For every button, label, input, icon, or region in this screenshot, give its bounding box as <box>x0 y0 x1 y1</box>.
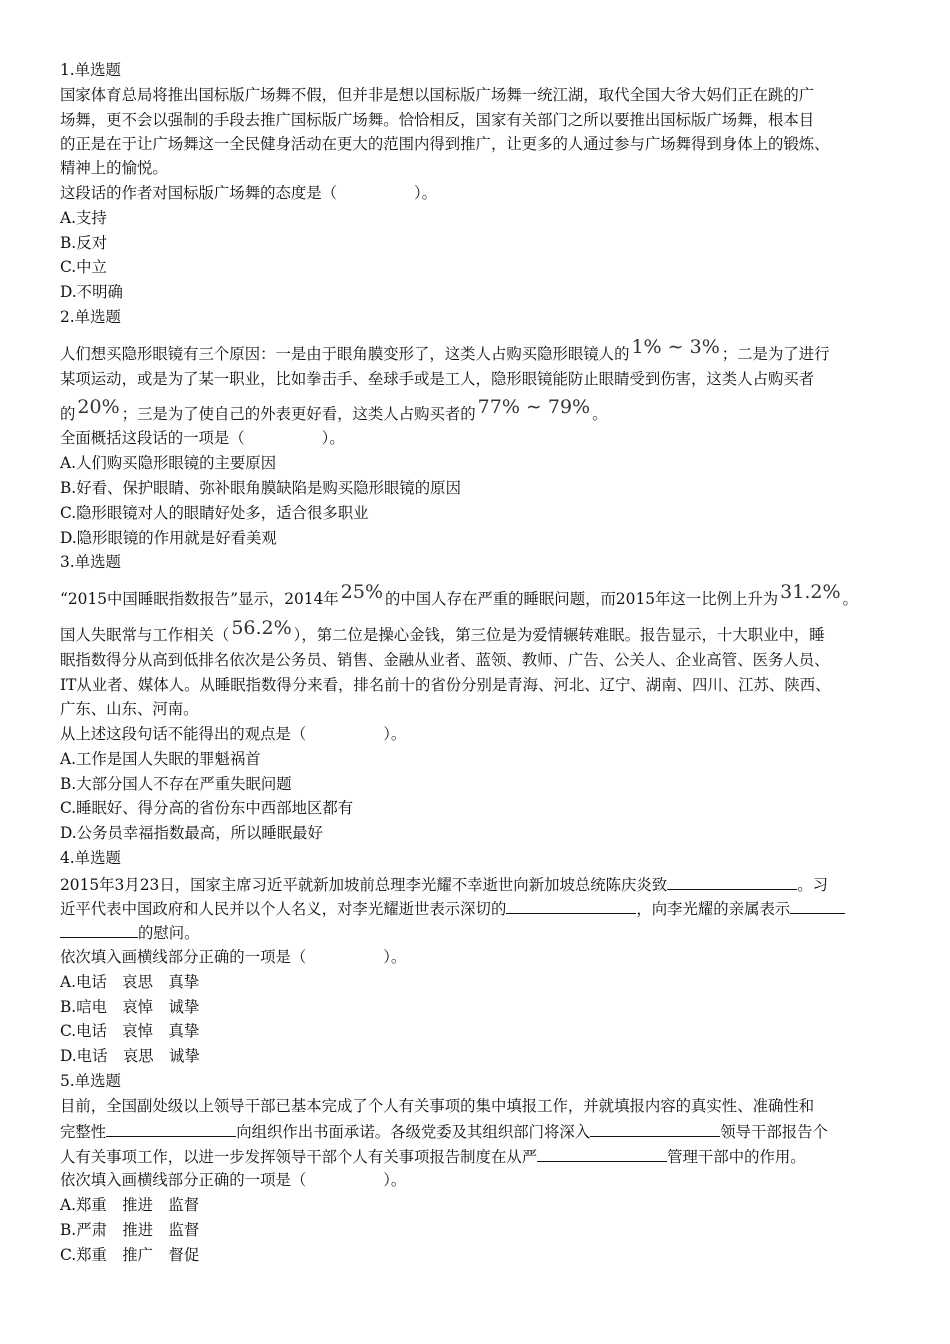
q4-text: 的慰问。 <box>138 924 200 942</box>
q2-option-a[interactable]: A.人们购买隐形眼镜的主要原因 <box>60 454 277 472</box>
q1-option-b[interactable]: B.反对 <box>60 234 107 252</box>
q3-math-3: 56.2% <box>231 617 292 639</box>
q2-header: 2.单选题 <box>60 308 121 326</box>
q3-prompt: 从上述这段句话不能得出的观点是（ ）。 <box>60 725 407 743</box>
q3-header: 3.单选题 <box>60 553 121 571</box>
q4-passage-line <box>60 922 200 943</box>
q4-passage-line <box>60 874 828 895</box>
q1-option-d[interactable]: D.不明确 <box>60 283 123 301</box>
q1-option-c[interactable]: C.中立 <box>60 258 107 276</box>
q1-passage-line: 场舞，更不会以强制的手段去推广国标版广场舞。恰恰相反，国家有关部门之所以要推出国标版广场舞，根本目 <box>60 111 815 129</box>
q4-option-b[interactable]: B.唁电 哀悼 诚挚 <box>60 998 200 1016</box>
q4-option-a[interactable]: A.电话 哀思 真挚 <box>60 973 200 991</box>
q2-text: 的 <box>60 405 76 423</box>
q1-passage-line: 的正是在于让广场舞这一全民健身活动在更大的范围内得到推广，让更多的人通过参与广场舞得到身体上的锻炼、 <box>60 135 830 153</box>
q3-passage-line <box>60 617 825 645</box>
q1-prompt: 这段话的作者对国标版广场舞的态度是（ ）。 <box>60 184 438 202</box>
q4-text: 。习 <box>797 876 829 894</box>
q3-option-d[interactable]: D.公务员幸福指数最高，所以睡眠最好 <box>60 824 323 842</box>
q4-text: 近平代表中国政府和人民并以个人名义，对李光耀逝世表示深切的 <box>60 900 507 918</box>
q1-option-a[interactable]: A.支持 <box>60 209 107 227</box>
q3-text: 国人失眠常与工作相关（ <box>60 626 230 644</box>
q4-option-d[interactable]: D.电话 哀思 诚挚 <box>60 1047 200 1065</box>
q3-passage-line <box>60 581 858 609</box>
q2-text: 人们想买隐形眼镜有三个原因：一是由于眼角膜变形了，这类人占购买隐形眼镜人的 <box>60 345 630 363</box>
q3-text: “2015中国睡眠指数报告”显示，2014年 <box>60 590 339 608</box>
q1-passage-line: 精神上的愉悦。 <box>60 159 168 177</box>
q2-math-2: 20% <box>77 396 120 418</box>
q2-text: ；三是为了使自己的外表更好看，这类人占购买者的 <box>121 405 476 423</box>
q5-text: 向组织作出书面承诺。各级党委及其组织部门将深入 <box>236 1123 591 1141</box>
q5-header: 5.单选题 <box>60 1072 121 1090</box>
q3-option-c[interactable]: C.睡眠好、得分高的省份东中西部地区都有 <box>60 799 354 817</box>
q4-text: ，向李光耀的亲属表示 <box>636 900 791 918</box>
q5-text: 管理干部中的作用。 <box>667 1148 806 1166</box>
q3-passage-line: IT从业者、媒体人。从睡眠指数得分来看，排名前十的省份分别是青海、河北、辽宁、湖南、四川、江苏、陕西、 <box>60 676 831 694</box>
q5-text: 人有关事项工作，以进一步发挥领导干部个人有关事项报告制度在从严 <box>60 1148 538 1166</box>
q2-text: 。 <box>592 405 608 423</box>
fill-blank-3-cont[interactable] <box>60 922 138 938</box>
q4-text: 2015年3月23日，国家主席习近平就新加坡前总理李光耀不幸逝世向新加坡总统陈庆炎致 <box>60 876 668 894</box>
fill-blank-1[interactable] <box>667 874 797 890</box>
q1-passage-line: 国家体育总局将推出国标版广场舞不假，但并非是想以国标版广场舞一统江湖，取代全国大爷大妈们正在跳的广 <box>60 86 815 104</box>
q2-passage-line <box>60 336 830 364</box>
q2-option-d[interactable]: D.隐形眼镜的作用就是好看美观 <box>60 529 277 547</box>
q3-option-a[interactable]: A.工作是国人失眠的罪魁祸首 <box>60 750 261 768</box>
q1-header: 1.单选题 <box>60 61 121 79</box>
q5-text: 完整性 <box>60 1123 107 1141</box>
fill-blank-1[interactable] <box>106 1121 236 1137</box>
q2-passage-line <box>60 396 608 424</box>
q3-math-1: 25% <box>340 581 383 603</box>
q3-text: ），第二位是操心金钱，第三位是为爱情辗转难眠。报告显示，十大职业中，睡 <box>293 626 825 644</box>
q3-passage-line: 眠指数得分从高到低排名依次是公务员、销售、金融从业者、蓝领、教师、广告、公关人、企业高管、医务人员、 <box>60 651 830 669</box>
q2-prompt: 全面概括这段话的一项是（ ）。 <box>60 429 345 447</box>
q2-option-b[interactable]: B.好看、保护眼睛、弥补眼角膜缺陷是购买隐形眼镜的原因 <box>60 479 461 497</box>
q5-text: 领导干部报告个 <box>720 1123 828 1141</box>
q4-option-c[interactable]: C.电话 哀悼 真挚 <box>60 1022 200 1040</box>
fill-blank-3[interactable] <box>537 1146 667 1162</box>
q3-math-2: 31.2% <box>780 581 841 603</box>
q5-option-b[interactable]: B.严肃 推进 监督 <box>60 1221 200 1239</box>
q2-option-c[interactable]: C.隐形眼镜对人的眼睛好处多，适合很多职业 <box>60 504 369 522</box>
q3-text: 。 <box>842 590 858 608</box>
q2-math-1: 1% ∼ 3% <box>631 336 720 358</box>
q5-option-c[interactable]: C.郑重 推广 督促 <box>60 1246 200 1264</box>
fill-blank-3[interactable] <box>790 898 845 914</box>
fill-blank-2[interactable] <box>590 1121 720 1137</box>
q2-text: ；二是为了进行 <box>721 345 830 363</box>
q3-option-b[interactable]: B.大部分国人不存在严重失眠问题 <box>60 775 292 793</box>
q5-option-a[interactable]: A.郑重 推进 监督 <box>60 1196 200 1214</box>
q3-passage-line: 广东、山东、河南。 <box>60 700 199 718</box>
q5-passage-line <box>60 1121 828 1142</box>
q3-text: 的中国人存在严重的睡眠问题，而2015年这一比例上升为 <box>385 590 779 608</box>
q5-prompt: 依次填入画横线部分正确的一项是（ ）。 <box>60 1171 407 1189</box>
q5-passage-line <box>60 1146 806 1167</box>
q4-header: 4.单选题 <box>60 849 121 867</box>
q2-math-3: 77% ∼ 79% <box>477 396 591 418</box>
q5-passage-line: 目前，全国副处级以上领导干部已基本完成了个人有关事项的集中填报工作，并就填报内容的真实性、准确性和 <box>60 1097 815 1115</box>
q4-prompt: 依次填入画横线部分正确的一项是（ ）。 <box>60 948 407 966</box>
q2-passage-line: 某项运动，或是为了某一职业，比如拳击手、垒球手或是工人，隐形眼镜能防止眼睛受到伤害，这类人占购买者 <box>60 370 815 388</box>
fill-blank-2[interactable] <box>506 898 636 914</box>
q4-passage-line <box>60 898 845 919</box>
